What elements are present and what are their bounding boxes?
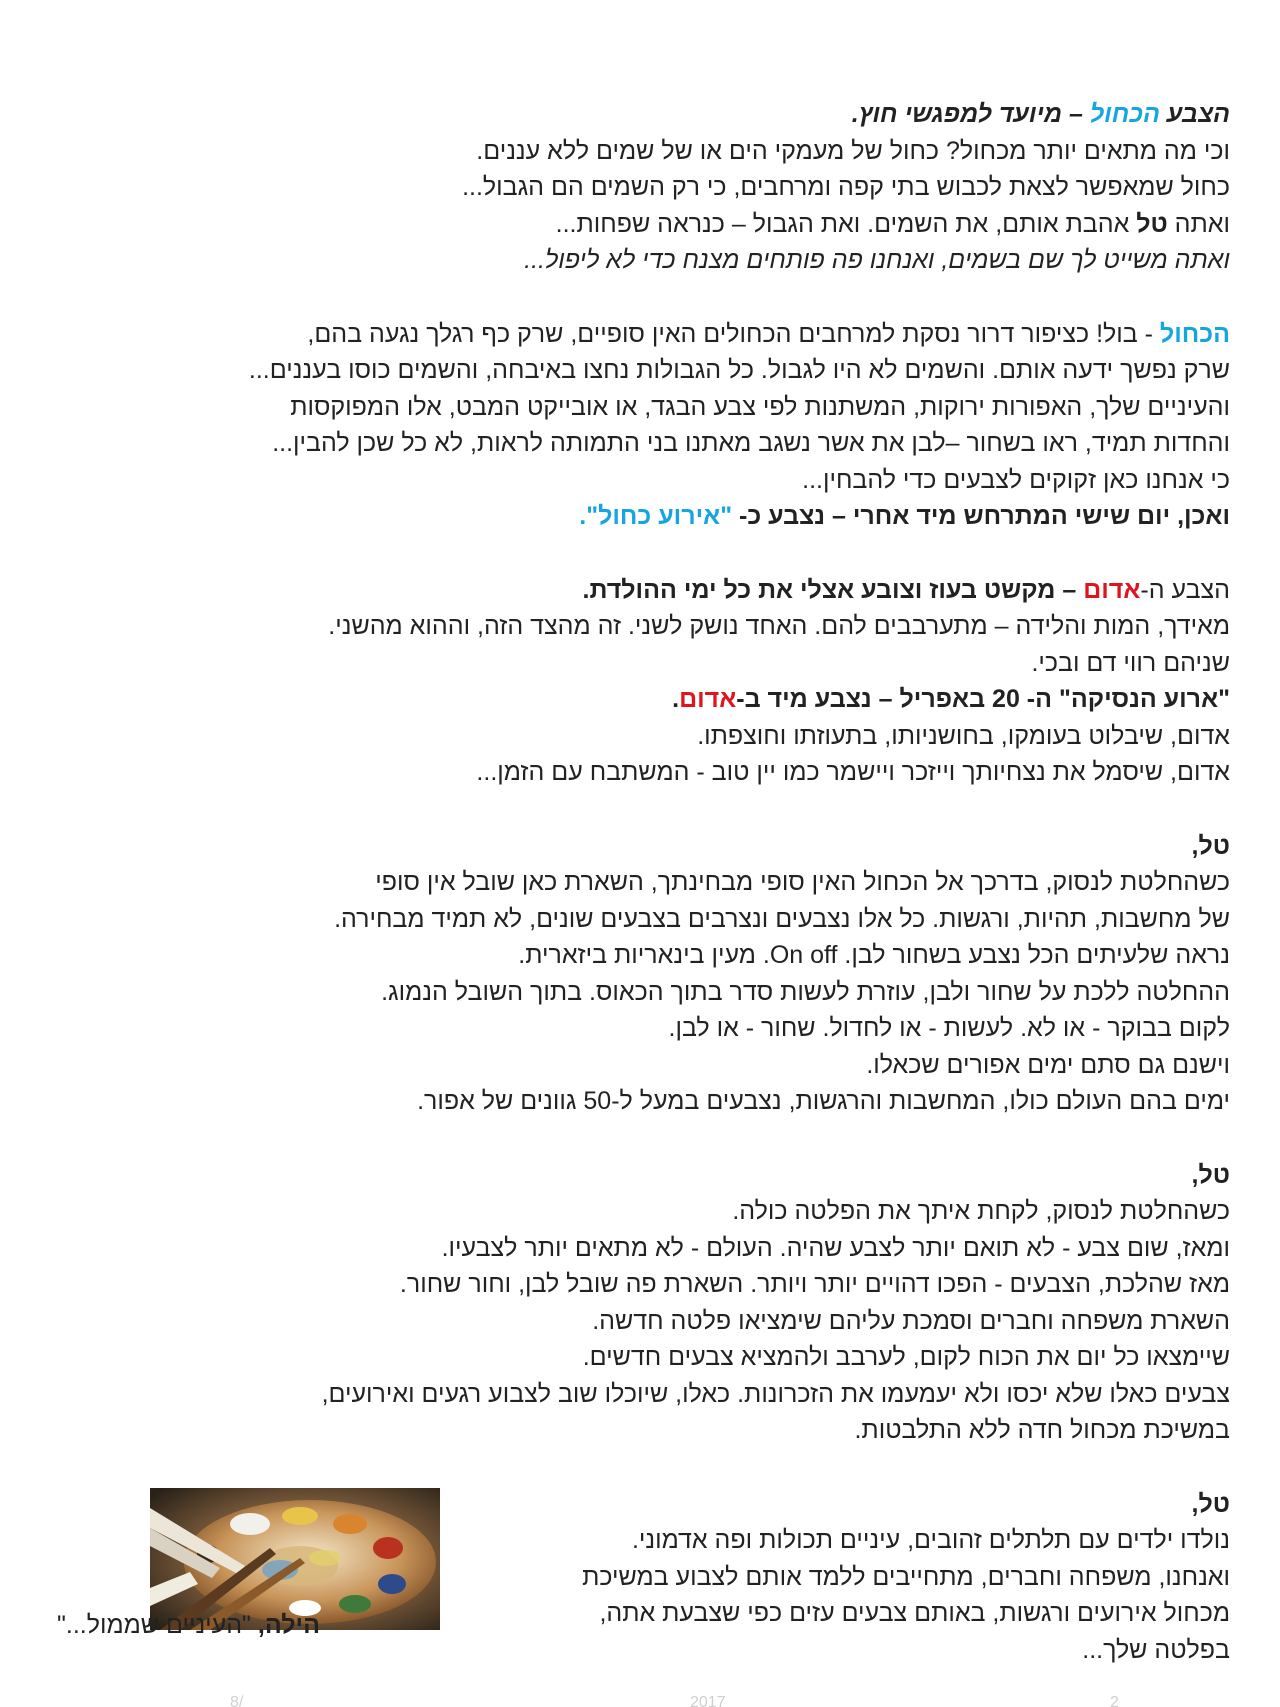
text-line: ההחלטה ללכת על שחור ולבן, עוזרת לעשות סדר בתוך הכאוס. בתוך השובל הנמוג.	[381, 977, 1230, 1006]
text-fragment: - בול! כציפור דרור נסקת למרחבים הכחולים האין סופיים, שרק כף רגלך נגעה בהם,	[307, 319, 1160, 348]
title-suffix: – מיועד למפגשי חוץ.	[851, 100, 1090, 128]
blue-section	[80, 96, 1230, 279]
color-word-red: אדום	[1083, 575, 1141, 604]
blue-event-line	[80, 498, 1230, 535]
letter-2	[80, 1157, 1230, 1449]
text-line: מאז שהלכת, הצבעים - הפכו דהויים יותר ויותר. השארת פה שובל לבן, וחור שחור.	[399, 1270, 1230, 1298]
title-prefix: הצבע ה-	[1140, 575, 1230, 604]
text-line: מכחול אירועים ורגשות, באותם צבעים עזים כפי שצבעת אתה,	[599, 1599, 1230, 1627]
text-line: אדום, שיסמל את נצחיותך וייזכר ויישמר כמו יין טוב - המשתבח עם הזמן...	[476, 758, 1230, 786]
text-fragment: אהבת אותם, את השמים. ואת הגבול – כנראה שפחות...	[555, 209, 1137, 238]
signature-name: הילה,	[257, 1611, 320, 1639]
text-line: צבעים כאלו שלא יכסו ולא יעמעמו את הזכרונות. כאלו, שיוכלו שוב לצבוע רגעים ואירועים,	[321, 1379, 1230, 1408]
text-line: שניהם רווי דם ובכי.	[1031, 648, 1230, 677]
text-line: ומאז, שום צבע - לא תואם יותר לצבע שהיה. העולם - לא מתאים יותר לצבעיו.	[441, 1233, 1230, 1262]
signature	[57, 1607, 320, 1643]
red-section	[80, 572, 1230, 791]
page-footer	[0, 1690, 1280, 1707]
text-line: והעיניים שלך, האפורות ירוקות, המשתנות לפי צבע הבגד, או אובייקט המבט, אלו המפוקסות	[290, 392, 1230, 421]
letter-greeting: טל,	[1191, 831, 1230, 860]
title-suffix: – מקשט בעוז וצובע אצלי את כל ימי ההולדת.	[582, 575, 1084, 604]
text-line: כשהחלטת לנסוק, בדרכך אל הכחול האין סופי מבחינתך, השארת כאן שובל אין סופי	[375, 868, 1230, 896]
red-section-title	[80, 572, 1230, 609]
text-line: שרק נפשך ידעה אותם. והשמים לא היו לגבול. כל הגבולות נחצו באיבחה, והשמים כוסו בעננים...	[248, 356, 1230, 384]
color-word-red: אדום	[679, 685, 737, 713]
footer-year: 2017	[690, 1694, 726, 1707]
text-line: ימים בהם העולם כולו, המחשבות והרגשות, נצבעים במעל ל-50 גוונים של אפור.	[417, 1087, 1230, 1115]
text-line: נראה שלעיתים הכל נצבע בשחור לבן. On off. מעין בינאריות ביזארית.	[518, 941, 1230, 969]
letter-greeting: טל,	[1191, 1489, 1230, 1518]
letter-greeting: טל,	[1191, 1160, 1230, 1189]
text-line: וישנם גם סתם ימים אפורים שכאלו.	[866, 1050, 1230, 1079]
text-line	[80, 206, 1230, 243]
text-fragment: ואתה	[1167, 209, 1230, 238]
title-prefix: הצבע	[1159, 100, 1230, 128]
color-word-blue-event: "אירוע כחול".	[579, 502, 733, 530]
footer-right-text: 2	[1110, 1694, 1119, 1707]
text-fragment: ואכן, יום שישי המתרחש מיד אחרי – נצבע כ-	[732, 502, 1230, 530]
text-line: לקום בבוקר - או לא. לעשות - או לחדול. שחור - או לבן.	[668, 1014, 1230, 1042]
blue-section-title	[80, 96, 1230, 133]
text-fragment: "ארוע הנסיקה" ה- 20 באפריל – נצבע מיד ב-	[736, 685, 1230, 713]
color-word-blue: הכחול	[1159, 319, 1230, 348]
signature-quote: "העיניים שממול..."	[57, 1611, 258, 1639]
text-fragment: .	[672, 685, 680, 713]
text-line: ואתה משייט לך שם בשמים, ואנחנו פה פותחים מצנח כדי לא ליפול...	[524, 246, 1230, 274]
text-line: בפלטה שלך...	[1082, 1635, 1230, 1664]
footer-left-text: 8/	[230, 1694, 244, 1707]
name-tal: טל	[1136, 209, 1168, 238]
text-line: כשהחלטת לנסוק, לקחת איתך את הפלטה כולה.	[732, 1197, 1230, 1225]
text-line: כחול שמאפשר לצאת לכבוש בתי קפה ומרחבים, כי רק השמים הם הגבול...	[462, 173, 1230, 201]
text-line: במשיכת מכחול חדה ללא התלבטות.	[854, 1416, 1230, 1444]
color-word-blue: הכחול	[1089, 100, 1160, 128]
blue-story	[80, 316, 1230, 535]
document-body	[80, 96, 1230, 1705]
text-line: שיימצאו כל יום את הכוח לקום, לערבב ולהמציא צבעים חדשים.	[582, 1343, 1230, 1371]
text-line: של מחשבות, תהיות, ורגשות. כל אלו נצבעים ונצרבים בצבעים שונים, לא תמיד מבחירה.	[334, 904, 1230, 933]
letter-1	[80, 828, 1230, 1120]
text-line: ואנחנו, משפחה וחברים, מתחייבים ללמד אותם לצבוע במשיכת	[582, 1562, 1230, 1591]
text-line: מאידך, המות והלידה – מתערבבים להם. האחד נושק לשני. זה מהצד הזה, וההוא מהשני.	[328, 612, 1230, 640]
text-line: נולדו ילדים עם תלתלים זהובים, עיניים תכולות ופה אדמוני.	[631, 1526, 1230, 1554]
text-line: וכי מה מתאים יותר מכחול? כחול של מעמקי הים או של שמים ללא עננים.	[476, 136, 1230, 165]
text-line: השארת משפחה וחברים וסמכת עליהם שימציאו פלטה חדשה.	[592, 1306, 1230, 1335]
red-event-line	[80, 681, 1230, 718]
text-line: כי אנחנו כאן זקוקים לצבעים כדי להבחין...	[802, 465, 1230, 494]
text-line	[80, 316, 1230, 353]
text-line: והחדות תמיד, ראו בשחור –לבן את אשר נשגב מאתנו בני התמותה לראות, לא כל שכן להבין...	[272, 429, 1230, 457]
text-line: אדום, שיבלוט בעומקו, בחושניותו, בתעוזתו וחוצפתו.	[697, 721, 1230, 750]
